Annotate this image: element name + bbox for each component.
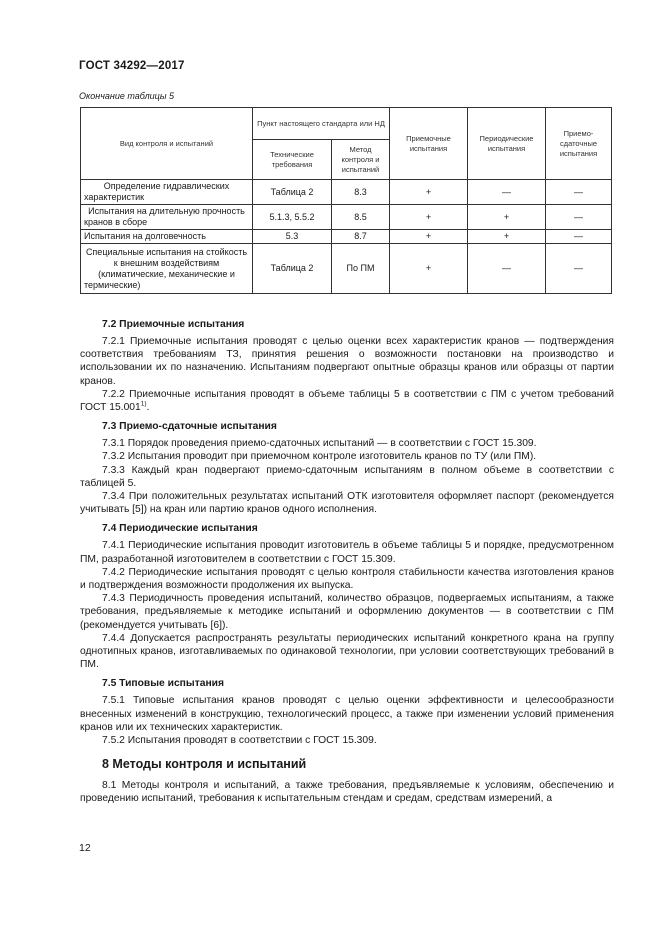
paragraph-7-3-4: 7.3.4 При положительных результатах испытаний ОТК изготовителя оформляет паспорт (рекомендуется учитывать [5]) на кран или партию кранов одного исполнения. (80, 491, 614, 516)
cell-method: 8.5 (332, 205, 390, 230)
paragraph-8-1: 8.1 Методы контроля и испытаний, а также требования, предъявляемые к условиям, обеспечению и проведению испытаний, требования к испытательным стендам и средам, средствам измерений, а (80, 780, 614, 805)
section-heading-7-4: 7.4 Периодические испытания (102, 523, 258, 535)
table-row (81, 205, 612, 230)
cell-periodic: — (468, 244, 546, 294)
section-heading-7-2: 7.2 Приемочные испытания (102, 319, 245, 330)
paragraph-7-3-3: 7.3.3 Каждый кран подвергают приемо-сдаточным испытаниям в полном объеме в соответствии с таблицей 5. (80, 464, 614, 489)
cell-periodic: + (468, 230, 546, 244)
table-row (81, 180, 612, 205)
table-header-row (81, 108, 612, 140)
footnote-ref: 1) (140, 400, 147, 408)
paragraph-7-5-1: 7.5.1 Типовые испытания кранов проводят с целью оценки эффективности и целесообразности внесенных изменений в конструкцию, технологический процесс, а также при изменении условий применения кранов или их технических характеристик. (80, 695, 614, 733)
paragraph-end: . (146, 402, 150, 414)
cell-method: 8.7 (332, 230, 390, 244)
cell-delivery: — (546, 244, 612, 294)
table-row (81, 230, 612, 244)
header-acceptance: Приемочные испытания (390, 108, 468, 180)
cell-kind: Специальные испытания на стойкость к внешним воздействиям (климатические, механические и термические) (81, 244, 253, 294)
paragraph-7-3-2: 7.3.2 Испытания проводит при приемочном контроле изготовитель кранов по ТУ (или ПМ). (102, 451, 537, 463)
cell-delivery: — (546, 180, 612, 205)
header-periodic: Периодические испытания (468, 108, 546, 180)
cell-acceptance: + (390, 205, 468, 230)
document-code: ГОСТ 34292—2017 (79, 60, 185, 72)
section-heading-8: 8 Методы контроля и испытаний (102, 757, 307, 772)
page-number: 12 (79, 842, 91, 854)
document-body (80, 318, 614, 806)
paragraph-7-4-2: 7.4.2 Периодические испытания проводят с целью контроля стабильности качества изготовления кранов и подтверждения возможности продолжения их выпуска. (80, 566, 614, 592)
cell-tech: 5.3 (253, 230, 332, 244)
cell-tech: Таблица 2 (253, 244, 332, 294)
header-delivery: Приемо-сдаточные испытания (546, 108, 612, 180)
paragraph-7-5-2: 7.5.2 Испытания проводят в соответствии с ГОСТ 15.309. (102, 735, 377, 747)
test-types-table (80, 107, 612, 294)
cell-tech: 5.1.3, 5.5.2 (253, 205, 332, 230)
table-row (81, 244, 612, 294)
header-kind: Вид контроля и испытаний (81, 108, 253, 180)
paragraph-7-2-2 (80, 388, 614, 414)
paragraph-7-2-1: 7.2.1 Приемочные испытания проводят с целью оценки всех характеристик кранов — подтверждения соответствия требованиям ТЗ, принятия решения о возможности постановки на производство и использовании их по назначению. Испытаниям подвергают опытные образцы кранов или образцы от партии кранов. (80, 336, 614, 387)
section-heading-7-3: 7.3 Приемо-сдаточные испытания (102, 421, 277, 433)
cell-acceptance: + (390, 230, 468, 244)
paragraph-7-3-1: 7.3.1 Порядок проведения приемо-сдаточных испытаний — в соответствии с ГОСТ 15.309. (102, 438, 537, 450)
cell-kind: Определение гидравлических характеристик (81, 180, 253, 205)
section-heading-7-5: 7.5 Типовые испытания (102, 678, 225, 690)
cell-kind: Испытания на длительную прочность кранов в сборе (81, 205, 253, 230)
table-caption: Окончание таблицы 5 (79, 91, 174, 101)
cell-kind: Испытания на долговечность (81, 230, 253, 244)
cell-tech: Таблица 2 (253, 180, 332, 205)
header-tech-req: Технические требования (253, 140, 332, 180)
paragraph-7-4-4: 7.4.4 Допускается распространять результаты периодических испытаний конкретного крана на группу однотипных кранов, изготавливаемых по одинаковой технологии, при условии соответствующих требований в ПМ. (80, 632, 614, 671)
cell-acceptance: + (390, 244, 468, 294)
cell-periodic: — (468, 180, 546, 205)
header-clause-group: Пункт настоящего стандарта или НД (253, 108, 390, 140)
paragraph-7-4-1: 7.4.1 Периодические испытания проводит изготовитель в объеме таблицы 5 и порядке, предусмотренном ПМ, разработанной изготовителем в соответствии с ГОСТ 15.309. (80, 540, 614, 565)
cell-method: 8.3 (332, 180, 390, 205)
paragraph-text: 7.2.2 Приемочные испытания проводят в объеме таблицы 5 в соответствии с ПМ с учетом требований ГОСТ 15.001 (80, 388, 614, 414)
cell-method: По ПМ (332, 244, 390, 294)
paragraph-7-4-3: 7.4.3 Периодичность проведения испытаний, количество образцов, подвергаемых испытаниям, а также требования, предъявляемые к методике испытаний и оформлению документов — в соответствии с ПМ (рекомендуется учитывать [6]). (80, 593, 614, 631)
cell-periodic: + (468, 205, 546, 230)
cell-acceptance: + (390, 180, 468, 205)
cell-delivery: — (546, 230, 612, 244)
header-method: Метод контроля и испытаний (332, 140, 390, 180)
cell-delivery: — (546, 205, 612, 230)
